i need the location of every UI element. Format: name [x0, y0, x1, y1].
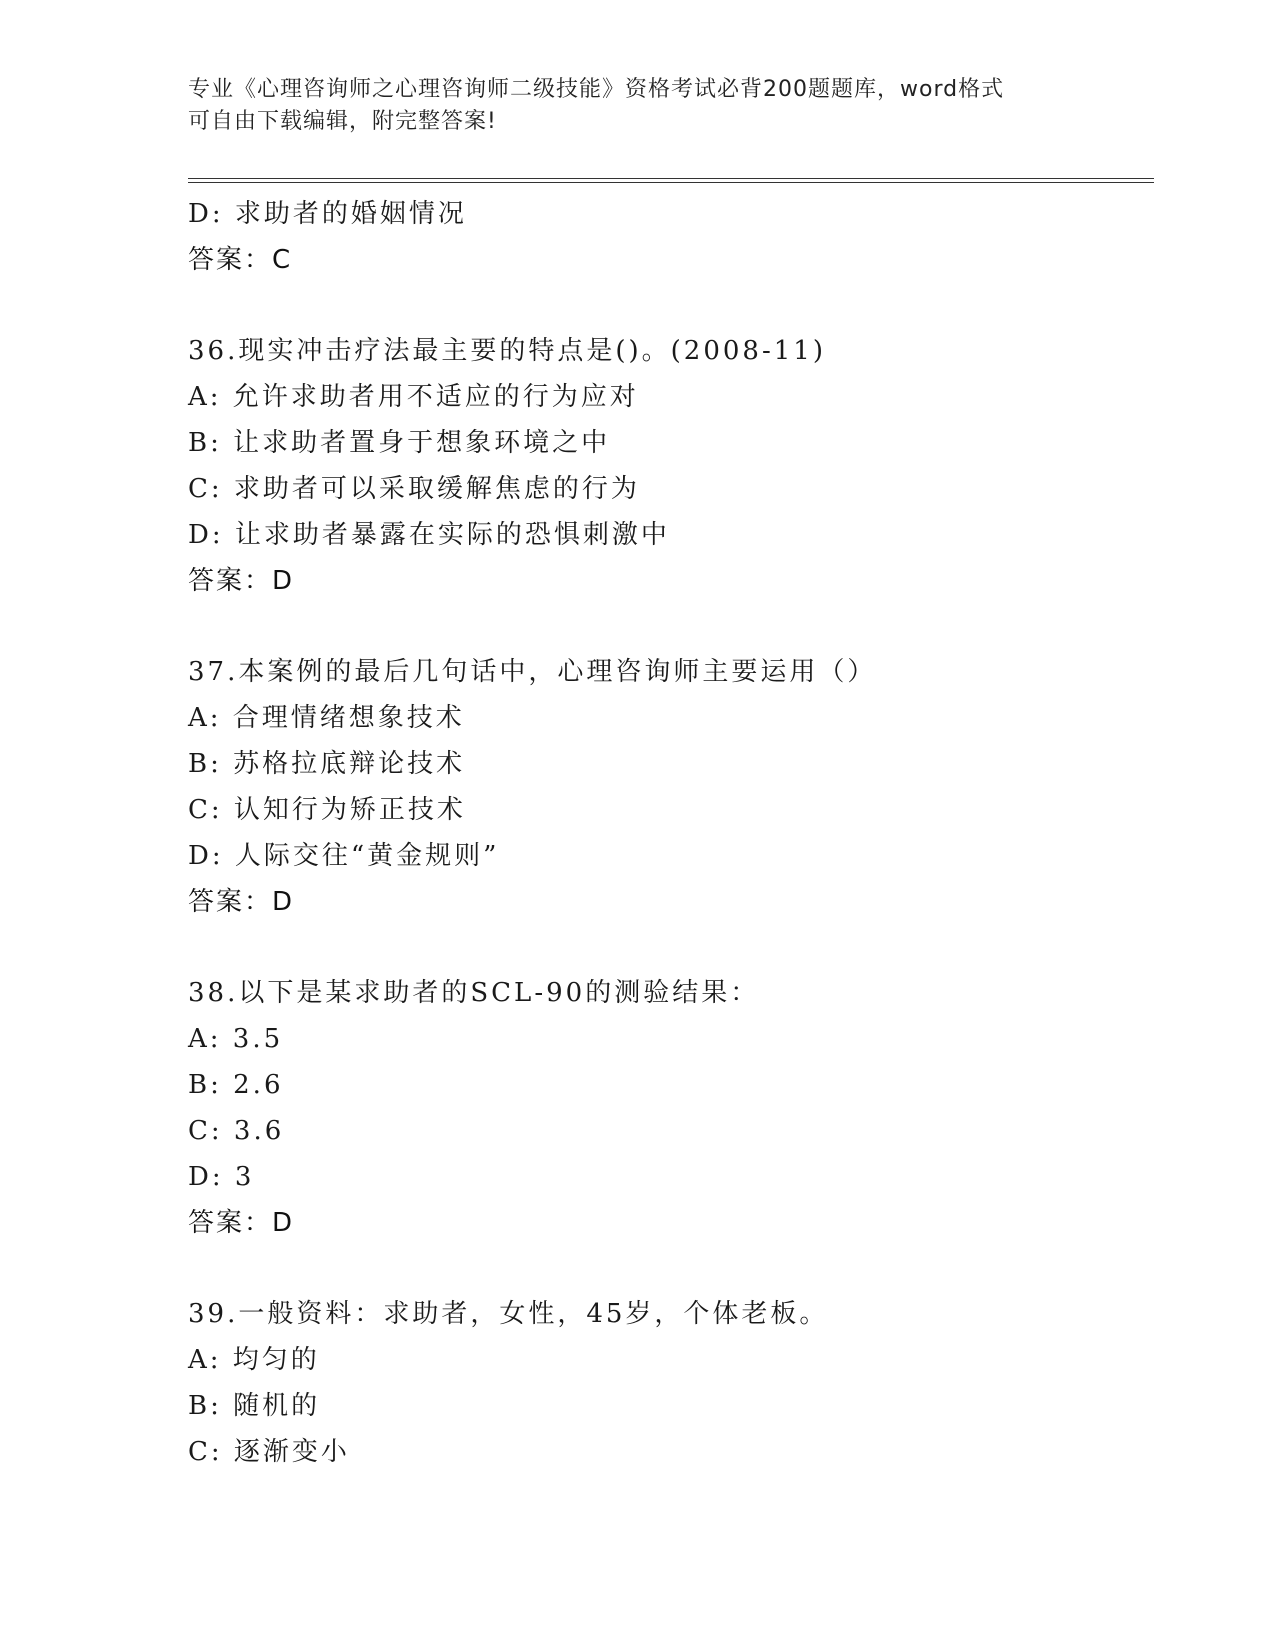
question-stem: 36.现实冲击疗法最主要的特点是()。(2008-11) [188, 336, 826, 366]
answer-label: 答案：C [188, 245, 293, 275]
option-a: A: 均匀的 [188, 1345, 320, 1375]
option-d: D: 人际交往“黄金规则” [188, 841, 500, 871]
spacer [188, 604, 1154, 649]
option-b: B: 苏格拉底辩论技术 [188, 749, 466, 779]
question-list [188, 191, 1154, 1475]
question-stem: 39.一般资料：求助者，女性，45岁，个体老板。 [188, 1299, 829, 1329]
option-a: A: 3.5 [188, 1024, 284, 1054]
option-b: B: 2.6 [188, 1070, 284, 1100]
option-c: C: 逐渐变小 [188, 1437, 350, 1467]
question-35-continued [188, 191, 1154, 283]
spacer [188, 1246, 1154, 1291]
question-39 [188, 1291, 1154, 1475]
option-c: C: 求助者可以采取缓解焦虑的行为 [188, 474, 640, 504]
option-c: C: 认知行为矫正技术 [188, 795, 466, 825]
question-36 [188, 328, 1154, 604]
answer-label: 答案：D [188, 1208, 295, 1238]
option-b: B: 让求助者置身于想象环境之中 [188, 428, 611, 458]
question-38 [188, 970, 1154, 1246]
option-d: D: 求助者的婚姻情况 [188, 199, 467, 229]
option-c: C: 3.6 [188, 1116, 285, 1146]
question-stem: 37.本案例的最后几句话中，心理咨询师主要运用（） [188, 657, 877, 687]
answer-label: 答案：D [188, 887, 295, 917]
spacer [188, 283, 1154, 328]
document-header [188, 74, 1068, 138]
option-d: D: 3 [188, 1162, 255, 1192]
option-a: A: 允许求助者用不适应的行为应对 [188, 382, 639, 412]
question-37 [188, 649, 1154, 925]
header-title-line-1: 专业《心理咨询师之心理咨询师二级技能》资格考试必背200题题库，word格式 [188, 77, 1005, 102]
header-title-line-2: 可自由下载编辑，附完整答案! [188, 109, 497, 134]
spacer [188, 925, 1154, 970]
answer-label: 答案：D [188, 566, 295, 596]
option-b: B: 随机的 [188, 1391, 321, 1421]
option-d: D: 让求助者暴露在实际的恐惧刺激中 [188, 520, 670, 550]
header-divider [188, 178, 1154, 183]
option-a: A: 合理情绪想象技术 [188, 703, 465, 733]
question-stem: 38.以下是某求助者的SCL-90的测验结果： [188, 978, 760, 1008]
